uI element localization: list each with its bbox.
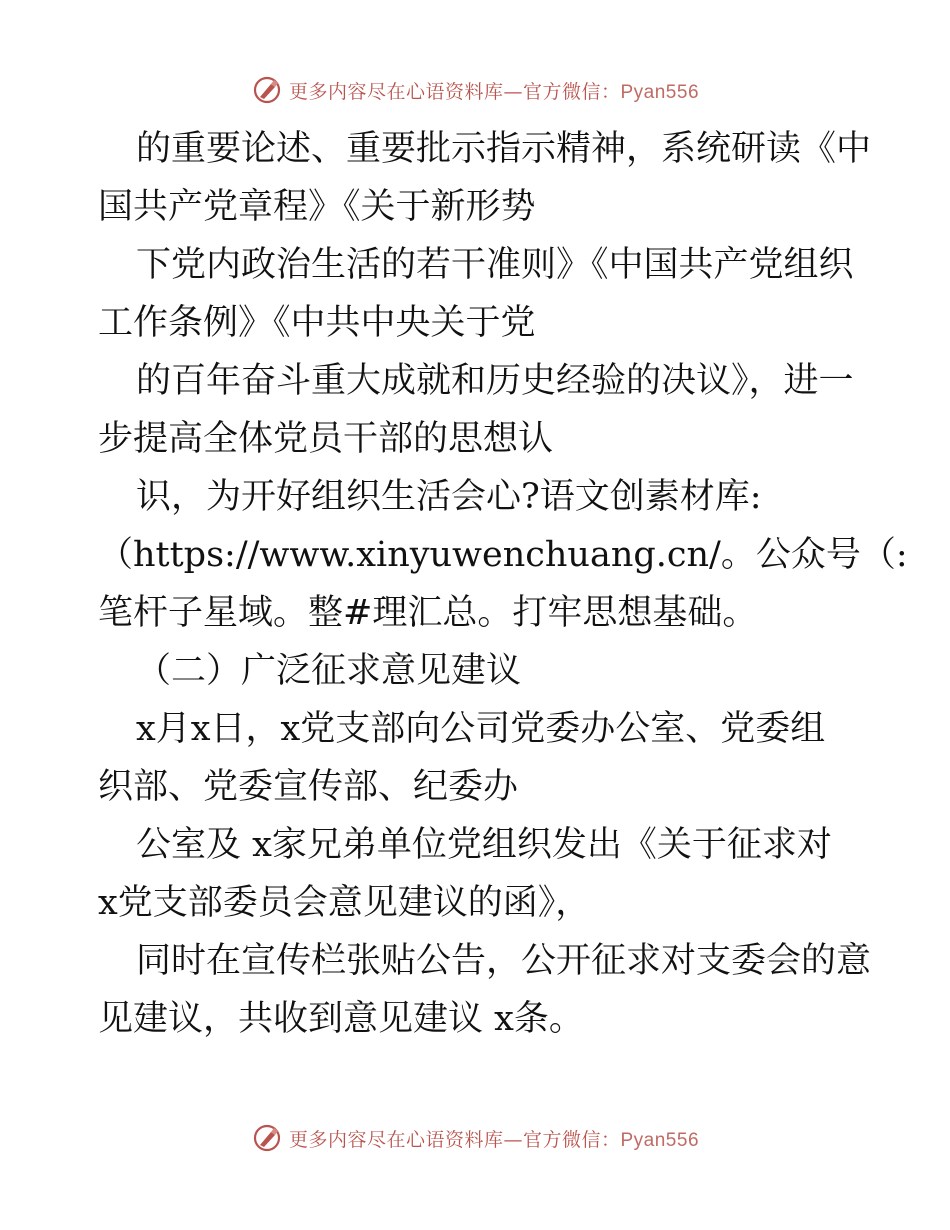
text-line: 步提高全体党员干部的思想认 (98, 419, 554, 459)
watermark-header (0, 70, 950, 110)
text-line: 国共产党章程》《关于新形势 (98, 187, 536, 227)
text-line: 见建议，共收到意见建议 x条。 (98, 999, 584, 1039)
text-line: 工作条例》《中共中央关于党 (98, 303, 536, 343)
watermark-footer (0, 1118, 950, 1158)
text-line: 同时在宣传栏张贴公告，公开征求对支委会的意 (136, 941, 872, 981)
text-line: x党支部委员会意见建议的函》， (98, 883, 591, 923)
text-line: （https://www.xinyuwenchuang.cn/。公众号（: (98, 535, 908, 575)
text-line: 笔杆子星域。整#理汇总。打牢思想基础。 (98, 593, 758, 633)
text-line: 公室及 x家兄弟单位党组织发出《关于征求对 (136, 825, 832, 865)
text-line: 织部、党委宣传部、纪委办 (98, 767, 519, 807)
text-line: x月x日，x党支部向公司党委办公室、党委组 (136, 709, 826, 749)
pen-logo-icon (251, 1122, 283, 1154)
text-line: 的重要论述、重要批示指示精神，系统研读《中 (136, 129, 872, 169)
text-line: 下党内政治生活的若干准则》《中国共产党组织 (136, 245, 854, 285)
watermark-text: 更多内容尽在心语资料库—官方微信：Pyan556 (288, 80, 700, 103)
watermark-text: 更多内容尽在心语资料库—官方微信：Pyan556 (288, 1128, 700, 1151)
document-body (98, 120, 908, 1048)
pen-logo-icon (251, 74, 283, 106)
section-heading: （二）广泛征求意见建议 (136, 651, 522, 691)
text-line: 的百年奋斗重大成就和历史经验的决议》，进一 (136, 361, 854, 401)
text-line: 识，为开好组织生活会心?语文创素材库: (136, 477, 762, 517)
